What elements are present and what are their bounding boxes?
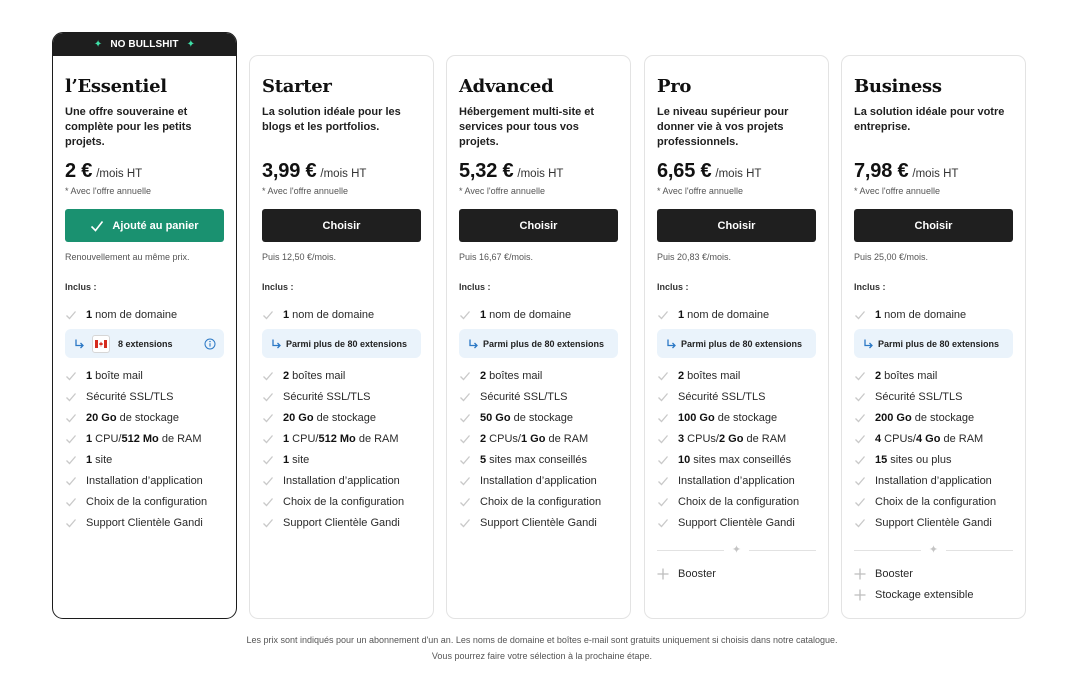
check-icon bbox=[854, 517, 866, 529]
renewal-price: Puis 20,83 €/mois. bbox=[657, 252, 732, 262]
feature-text: de stockage bbox=[714, 411, 778, 424]
check-icon bbox=[459, 391, 471, 403]
check-icon bbox=[262, 454, 274, 466]
check-icon bbox=[262, 433, 274, 445]
arrow-turn-icon bbox=[73, 338, 85, 350]
feature-text: de RAM bbox=[940, 432, 984, 445]
feature-list bbox=[854, 304, 1013, 533]
extensions-box[interactable] bbox=[854, 329, 1013, 358]
check-icon bbox=[65, 309, 77, 321]
check-icon bbox=[657, 309, 669, 321]
check-icon bbox=[65, 517, 77, 529]
feature-item bbox=[854, 470, 1013, 491]
sparkle-icon: ✦ bbox=[93, 39, 103, 50]
feature-item bbox=[657, 304, 816, 325]
plus-icon bbox=[657, 568, 669, 580]
plan-description: Une offre souveraine et complète pour les petits projets. bbox=[65, 106, 192, 148]
sparkle-icon: ✦ bbox=[186, 39, 196, 50]
feature-text: Installation d’application bbox=[283, 474, 400, 487]
footnote-line-1: Les prix sont indiqués pour un abonnement d'un an. Les noms de domaine et boîtes e-mail sont gratuits uniquement si choisis dans notre catalogue. bbox=[246, 635, 838, 645]
feature-text: boîtes mail bbox=[684, 369, 741, 382]
extensions-box[interactable] bbox=[459, 329, 618, 358]
choose-plan-button[interactable] bbox=[459, 209, 618, 242]
feature-text: site bbox=[289, 453, 310, 466]
feature-text: Choix de la configuration bbox=[875, 495, 997, 508]
button-label: Ajouté au panier bbox=[112, 219, 199, 232]
price-unit: /mois HT bbox=[715, 168, 762, 180]
feature-item bbox=[854, 365, 1013, 386]
check-icon bbox=[90, 219, 104, 233]
feature-item bbox=[262, 449, 421, 470]
annual-note: * Avec l'offre annuelle bbox=[657, 186, 743, 196]
feature-text: Support Clientèle Gandi bbox=[480, 516, 597, 529]
check-icon bbox=[65, 433, 77, 445]
feature-text: nom de domaine bbox=[92, 308, 178, 321]
extensions-box[interactable] bbox=[657, 329, 816, 358]
feature-value: 4 bbox=[875, 432, 882, 445]
feature-item bbox=[262, 428, 421, 449]
check-icon bbox=[657, 391, 669, 403]
feature-text: de RAM bbox=[158, 432, 202, 445]
addon-item bbox=[854, 584, 1013, 605]
check-icon bbox=[459, 517, 471, 529]
price-row bbox=[65, 160, 224, 184]
feature-text: Sécurité SSL/TLS bbox=[678, 390, 766, 403]
feature-item bbox=[65, 512, 224, 533]
check-icon bbox=[854, 433, 866, 445]
addon-label: Stockage extensible bbox=[875, 588, 974, 601]
plan-description: Hébergement multi-site et services pour tous vos projets. bbox=[459, 106, 595, 148]
feature-value: 1 bbox=[86, 308, 93, 321]
arrow-turn-icon bbox=[862, 338, 874, 350]
feature-text: de stockage bbox=[313, 411, 376, 424]
feature-item bbox=[459, 365, 618, 386]
feature-item bbox=[854, 491, 1013, 512]
separator-line bbox=[657, 550, 724, 551]
feature-value: 10 bbox=[678, 453, 691, 466]
feature-item bbox=[459, 512, 618, 533]
price-row bbox=[459, 160, 618, 184]
extensions-box[interactable] bbox=[262, 329, 421, 358]
feature-item bbox=[65, 470, 224, 491]
feature-value: 15 bbox=[875, 453, 888, 466]
check-icon bbox=[657, 433, 669, 445]
feature-text: Installation d’application bbox=[875, 474, 992, 487]
check-icon bbox=[459, 370, 471, 382]
check-icon bbox=[459, 454, 471, 466]
included-title: Inclus : bbox=[65, 282, 97, 292]
feature-value: 4 Go bbox=[915, 432, 941, 445]
plan-name: Pro bbox=[657, 76, 692, 97]
check-icon bbox=[459, 475, 471, 487]
feature-item bbox=[854, 512, 1013, 533]
check-icon bbox=[262, 475, 274, 487]
check-icon bbox=[657, 475, 669, 487]
annual-note: * Avec l'offre annuelle bbox=[854, 186, 940, 196]
check-icon bbox=[459, 433, 471, 445]
plan-card-4 bbox=[644, 55, 829, 619]
check-icon bbox=[854, 309, 866, 321]
check-icon bbox=[854, 496, 866, 508]
renewal-price: Puis 12,50 €/mois. bbox=[262, 252, 337, 262]
feature-item bbox=[459, 428, 618, 449]
check-icon bbox=[65, 454, 77, 466]
feature-value: 2 bbox=[480, 369, 487, 382]
feature-item bbox=[262, 386, 421, 407]
price-unit: /mois HT bbox=[320, 168, 367, 180]
plan-name: Starter bbox=[262, 76, 332, 97]
separator-line bbox=[854, 550, 921, 551]
plan-price: 2 € bbox=[65, 160, 93, 182]
check-icon bbox=[459, 309, 471, 321]
feature-text: sites max conseillés bbox=[486, 453, 587, 466]
feature-item bbox=[854, 428, 1013, 449]
feature-text: de stockage bbox=[510, 411, 573, 424]
feature-value: 1 Go bbox=[520, 432, 546, 445]
plan-description: La solution idéale pour votre entreprise. bbox=[854, 106, 1005, 133]
feature-item bbox=[262, 407, 421, 428]
plan-card-body bbox=[262, 76, 421, 533]
check-icon bbox=[262, 412, 274, 424]
plan-description: Le niveau supérieur pour donner vie à vos projets professionnels. bbox=[657, 106, 789, 148]
button-label: Choisir bbox=[322, 219, 361, 232]
check-icon bbox=[657, 496, 669, 508]
feature-text: boîtes mail bbox=[881, 369, 938, 382]
pricing-cards bbox=[52, 32, 1028, 620]
feature-text: Choix de la configuration bbox=[283, 495, 405, 508]
feature-value: 1 bbox=[86, 453, 93, 466]
choose-plan-button[interactable] bbox=[657, 209, 816, 242]
feature-value: 20 Go bbox=[86, 411, 117, 424]
separator-line bbox=[749, 550, 816, 551]
check-icon bbox=[65, 370, 77, 382]
plan-card-body bbox=[657, 76, 816, 584]
check-icon bbox=[854, 391, 866, 403]
arrow-turn-icon bbox=[270, 338, 282, 350]
check-icon bbox=[854, 370, 866, 382]
check-icon bbox=[657, 370, 669, 382]
feature-item bbox=[657, 449, 816, 470]
plan-price: 7,98 € bbox=[854, 160, 909, 182]
addon-label: Booster bbox=[875, 567, 913, 580]
feature-item bbox=[854, 407, 1013, 428]
separator-line bbox=[946, 550, 1013, 551]
plan-card-1 bbox=[52, 32, 237, 619]
check-icon bbox=[459, 496, 471, 508]
feature-text: CPUs/ bbox=[486, 432, 521, 445]
extensions-label: Parmi plus de 80 extensions bbox=[681, 338, 803, 349]
extensions-label: 8 extensions bbox=[118, 338, 173, 349]
feature-value: 100 Go bbox=[678, 411, 715, 424]
addon-label: Booster bbox=[678, 567, 716, 580]
feature-list bbox=[657, 304, 816, 533]
feature-value: 1 bbox=[86, 369, 93, 382]
plan-price: 3,99 € bbox=[262, 160, 317, 182]
feature-value: 2 bbox=[283, 369, 290, 382]
feature-text: Sécurité SSL/TLS bbox=[283, 390, 371, 403]
feature-value: 1 bbox=[678, 308, 685, 321]
feature-text: Choix de la configuration bbox=[678, 495, 800, 508]
feature-text: nom de domaine bbox=[289, 308, 375, 321]
annual-note: * Avec l'offre annuelle bbox=[262, 186, 348, 196]
addons-separator bbox=[657, 544, 816, 556]
feature-text: Choix de la configuration bbox=[86, 495, 208, 508]
feature-text: Sécurité SSL/TLS bbox=[86, 390, 174, 403]
footnote-line-2: Vous pourrez faire votre sélection à la prochaine étape. bbox=[431, 651, 653, 661]
feature-item bbox=[657, 386, 816, 407]
feature-item bbox=[262, 304, 421, 325]
feature-item bbox=[854, 449, 1013, 470]
feature-value: 1 bbox=[875, 308, 882, 321]
feature-item bbox=[657, 470, 816, 491]
check-icon bbox=[854, 475, 866, 487]
price-unit: /mois HT bbox=[96, 168, 143, 180]
feature-text: Support Clientèle Gandi bbox=[283, 516, 400, 529]
extensions-label: Parmi plus de 80 extensions bbox=[878, 338, 1000, 349]
pricing-footnote bbox=[0, 632, 1084, 664]
feature-text: de RAM bbox=[355, 432, 399, 445]
arrow-turn-icon bbox=[665, 338, 677, 350]
featured-badge-label: NO BULLSHIT bbox=[110, 39, 179, 50]
feature-text: nom de domaine bbox=[684, 308, 770, 321]
check-icon bbox=[262, 496, 274, 508]
plan-price: 5,32 € bbox=[459, 160, 514, 182]
plan-card-5 bbox=[841, 55, 1026, 619]
feature-value: 5 bbox=[480, 453, 487, 466]
check-icon bbox=[854, 412, 866, 424]
feature-item bbox=[657, 512, 816, 533]
feature-list bbox=[459, 304, 618, 533]
check-icon bbox=[65, 391, 77, 403]
plan-card-body bbox=[459, 76, 618, 533]
feature-item bbox=[854, 304, 1013, 325]
button-label: Choisir bbox=[519, 219, 558, 232]
plan-card-2 bbox=[249, 55, 434, 619]
plan-card-3 bbox=[446, 55, 631, 619]
renewal-price: Puis 16,67 €/mois. bbox=[459, 252, 534, 262]
feature-text: CPU/ bbox=[289, 432, 319, 445]
feature-value: 2 bbox=[480, 432, 487, 445]
feature-item bbox=[459, 491, 618, 512]
info-icon[interactable] bbox=[204, 338, 216, 350]
feature-text: Installation d’application bbox=[678, 474, 795, 487]
feature-text: Installation d’application bbox=[86, 474, 203, 487]
feature-value: 50 Go bbox=[480, 411, 511, 424]
included-title: Inclus : bbox=[657, 282, 689, 292]
feature-value: 1 bbox=[283, 308, 290, 321]
renewal-price: Renouvellement au même prix. bbox=[65, 252, 190, 262]
feature-item bbox=[459, 470, 618, 491]
feature-value: 1 bbox=[86, 432, 93, 445]
feature-text: Support Clientèle Gandi bbox=[875, 516, 992, 529]
feature-item bbox=[65, 304, 224, 325]
price-row bbox=[657, 160, 816, 184]
feature-text: Sécurité SSL/TLS bbox=[875, 390, 963, 403]
plus-icon bbox=[854, 589, 866, 601]
feature-item bbox=[854, 386, 1013, 407]
annual-note: * Avec l'offre annuelle bbox=[459, 186, 545, 196]
feature-item bbox=[65, 449, 224, 470]
feature-text: nom de domaine bbox=[486, 308, 572, 321]
feature-text: CPUs/ bbox=[881, 432, 916, 445]
price-unit: /mois HT bbox=[912, 168, 959, 180]
check-icon bbox=[262, 370, 274, 382]
feature-item bbox=[459, 449, 618, 470]
feature-text: sites ou plus bbox=[887, 453, 952, 466]
feature-item bbox=[459, 407, 618, 428]
feature-item bbox=[65, 386, 224, 407]
extensions-label: Parmi plus de 80 extensions bbox=[483, 338, 605, 349]
sparkle-icon: ✦ bbox=[928, 543, 939, 556]
feature-value: 512 Mo bbox=[121, 432, 159, 445]
feature-text: de stockage bbox=[116, 411, 179, 424]
addon-item bbox=[657, 563, 816, 584]
feature-item bbox=[262, 491, 421, 512]
feature-text: Choix de la configuration bbox=[480, 495, 602, 508]
feature-item bbox=[657, 428, 816, 449]
annual-note: * Avec l'offre annuelle bbox=[65, 186, 151, 196]
feature-text: Support Clientèle Gandi bbox=[678, 516, 795, 529]
choose-plan-button[interactable] bbox=[854, 209, 1013, 242]
feature-text: Installation d’application bbox=[480, 474, 597, 487]
feature-value: 2 Go bbox=[718, 432, 744, 445]
price-row bbox=[262, 160, 421, 184]
added-to-cart-button[interactable] bbox=[65, 209, 224, 242]
feature-item bbox=[65, 407, 224, 428]
feature-text: Support Clientèle Gandi bbox=[86, 516, 203, 529]
feature-text: sites max conseillés bbox=[690, 453, 792, 466]
check-icon bbox=[262, 309, 274, 321]
feature-text: nom de domaine bbox=[881, 308, 967, 321]
price-row bbox=[854, 160, 1013, 184]
feature-value: 1 bbox=[283, 453, 290, 466]
feature-text: boîte mail bbox=[92, 369, 143, 382]
check-icon bbox=[65, 412, 77, 424]
feature-value: 2 bbox=[678, 369, 685, 382]
feature-text: site bbox=[92, 453, 113, 466]
feature-item bbox=[657, 407, 816, 428]
feature-item bbox=[65, 365, 224, 386]
check-icon bbox=[262, 391, 274, 403]
feature-value: 200 Go bbox=[875, 411, 912, 424]
feature-value: 2 bbox=[875, 369, 882, 382]
feature-item bbox=[459, 386, 618, 407]
included-title: Inclus : bbox=[854, 282, 886, 292]
button-label: Choisir bbox=[914, 219, 953, 232]
feature-text: CPUs/ bbox=[684, 432, 719, 445]
sparkle-icon: ✦ bbox=[731, 543, 742, 556]
check-icon bbox=[65, 475, 77, 487]
feature-item bbox=[262, 470, 421, 491]
feature-item bbox=[65, 491, 224, 512]
addons-separator bbox=[854, 544, 1013, 556]
check-icon bbox=[854, 454, 866, 466]
feature-value: 512 Mo bbox=[318, 432, 356, 445]
check-icon bbox=[657, 517, 669, 529]
check-icon bbox=[262, 517, 274, 529]
feature-value: 1 bbox=[480, 308, 487, 321]
choose-plan-button[interactable] bbox=[262, 209, 421, 242]
plan-description: La solution idéale pour les blogs et les portfolios. bbox=[262, 106, 401, 133]
feature-list bbox=[262, 304, 421, 533]
feature-list bbox=[65, 304, 224, 533]
feature-item bbox=[459, 304, 618, 325]
addon-item bbox=[854, 563, 1013, 584]
check-icon bbox=[65, 496, 77, 508]
included-title: Inclus : bbox=[459, 282, 491, 292]
canada-flag-icon bbox=[92, 335, 110, 353]
feature-text: de RAM bbox=[743, 432, 787, 445]
price-unit: /mois HT bbox=[517, 168, 564, 180]
check-icon bbox=[459, 412, 471, 424]
included-title: Inclus : bbox=[262, 282, 294, 292]
featured-badge bbox=[53, 33, 236, 56]
arrow-turn-icon bbox=[467, 338, 479, 350]
feature-value: 3 bbox=[678, 432, 685, 445]
check-icon bbox=[657, 454, 669, 466]
button-label: Choisir bbox=[717, 219, 756, 232]
feature-item bbox=[262, 512, 421, 533]
feature-item bbox=[657, 491, 816, 512]
extensions-label: Parmi plus de 80 extensions bbox=[286, 338, 408, 349]
plus-icon bbox=[854, 568, 866, 580]
plan-card-body bbox=[854, 76, 1013, 605]
plan-name: Business bbox=[854, 76, 942, 97]
extensions-box[interactable] bbox=[65, 329, 224, 358]
feature-value: 1 bbox=[283, 432, 290, 445]
feature-text: CPU/ bbox=[92, 432, 122, 445]
feature-item bbox=[262, 365, 421, 386]
plan-name: Advanced bbox=[459, 76, 554, 97]
feature-text: de RAM bbox=[545, 432, 589, 445]
feature-text: boîtes mail bbox=[486, 369, 543, 382]
plan-price: 6,65 € bbox=[657, 160, 712, 182]
feature-value: 20 Go bbox=[283, 411, 314, 424]
feature-text: boîtes mail bbox=[289, 369, 346, 382]
renewal-price: Puis 25,00 €/mois. bbox=[854, 252, 929, 262]
feature-item bbox=[65, 428, 224, 449]
feature-text: Sécurité SSL/TLS bbox=[480, 390, 568, 403]
plan-name: l’Essentiel bbox=[65, 76, 167, 97]
feature-text: de stockage bbox=[911, 411, 975, 424]
feature-item bbox=[657, 365, 816, 386]
plan-card-body bbox=[65, 76, 224, 533]
check-icon bbox=[657, 412, 669, 424]
